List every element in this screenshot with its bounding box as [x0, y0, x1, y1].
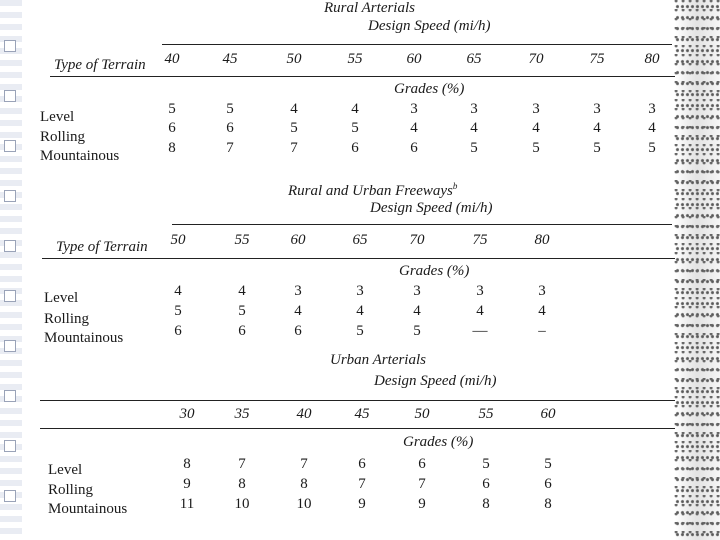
design-speed-header: 45 — [222, 51, 238, 67]
terrain-label-mountainous: Mountainous — [44, 330, 124, 346]
bullet-marker — [4, 190, 16, 202]
grade-cell: 5 — [356, 323, 364, 339]
grade-cell: 8 — [300, 476, 308, 492]
grade-cell: 4 — [290, 101, 298, 117]
section-subtitle: Design Speed (mi/h) — [370, 200, 493, 216]
grade-cell: – — [538, 323, 546, 339]
bullet-marker — [4, 90, 16, 102]
design-speed-header: 55 — [347, 51, 363, 67]
grade-cell: 8 — [482, 496, 490, 512]
design-speed-header: 40 — [296, 406, 312, 422]
section-title: Rural Arterials — [324, 0, 415, 16]
design-speed-header: 70 — [528, 51, 544, 67]
design-speed-header: 65 — [466, 51, 482, 67]
grade-cell: 5 — [351, 120, 359, 136]
terrain-header: Type of Terrain — [54, 57, 146, 73]
grade-cell: 6 — [294, 323, 302, 339]
grade-cell: 4 — [410, 120, 418, 136]
design-speed-header: 60 — [406, 51, 422, 67]
grade-cell: 10 — [234, 496, 250, 512]
grade-cell: 3 — [294, 283, 302, 299]
grade-cell: 3 — [410, 101, 418, 117]
grade-cell: 5 — [593, 140, 601, 156]
grade-cell: 3 — [538, 283, 546, 299]
design-speed-header: 60 — [290, 232, 306, 248]
design-speed-header: 50 — [286, 51, 302, 67]
bullet-marker — [4, 290, 16, 302]
grade-cell: 8 — [544, 496, 552, 512]
design-speed-header: 35 — [234, 406, 250, 422]
design-speed-header: 75 — [472, 232, 488, 248]
grade-cell: 4 — [294, 303, 302, 319]
scan-edge-noise — [674, 0, 720, 540]
grade-cell: 9 — [358, 496, 366, 512]
design-speed-header: 70 — [409, 232, 425, 248]
grade-cell: 9 — [183, 476, 191, 492]
grade-cell: 8 — [183, 456, 191, 472]
grade-cell: — — [472, 323, 488, 339]
grade-cell: 5 — [544, 456, 552, 472]
design-speed-header: 55 — [478, 406, 494, 422]
grade-cell: 5 — [290, 120, 298, 136]
grade-cell: 5 — [168, 101, 176, 117]
grade-cell: 3 — [532, 101, 540, 117]
grades-header: Grades (%) — [394, 81, 465, 97]
slide-bullet-strip — [0, 0, 22, 540]
grade-cell: 5 — [648, 140, 656, 156]
grade-cell: 5 — [413, 323, 421, 339]
grade-cell: 7 — [358, 476, 366, 492]
grade-cell: 6 — [238, 323, 246, 339]
grade-cell: 4 — [238, 283, 246, 299]
grades-header: Grades (%) — [403, 434, 474, 450]
terrain-label-mountainous: Mountainous — [48, 501, 128, 517]
grade-cell: 4 — [593, 120, 601, 136]
grade-cell: 7 — [290, 140, 298, 156]
bullet-marker — [4, 440, 16, 452]
design-speed-header: 45 — [354, 406, 370, 422]
grade-cell: 10 — [296, 496, 312, 512]
table-rule — [40, 400, 675, 401]
terrain-label-rolling: Rolling — [40, 129, 86, 145]
grade-cell: 7 — [238, 456, 246, 472]
section-subtitle: Design Speed (mi/h) — [368, 18, 491, 34]
grade-cell: 8 — [168, 140, 176, 156]
footnote-marker: b — [452, 181, 458, 191]
grade-cell: 4 — [174, 283, 182, 299]
grade-cell: 4 — [476, 303, 484, 319]
grade-cell: 5 — [238, 303, 246, 319]
terrain-label-level: Level — [44, 290, 79, 306]
grade-cell: 6 — [418, 456, 426, 472]
grade-cell: 5 — [174, 303, 182, 319]
grade-cell: 9 — [418, 496, 426, 512]
grade-cell: 6 — [410, 140, 418, 156]
table-rule — [50, 76, 675, 77]
grade-cell: 6 — [544, 476, 552, 492]
section-title-text: Rural and Urban Freeways — [288, 183, 453, 199]
grade-cell: 4 — [356, 303, 364, 319]
bullet-marker — [4, 240, 16, 252]
design-speed-header: 30 — [179, 406, 195, 422]
section-title — [288, 178, 457, 199]
table-rule — [42, 258, 675, 259]
terrain-label-level: Level — [40, 109, 75, 125]
table-rule — [172, 224, 672, 225]
table-rule — [162, 44, 672, 45]
grade-cell: 3 — [470, 101, 478, 117]
grade-cell: 6 — [358, 456, 366, 472]
grade-cell: 5 — [532, 140, 540, 156]
design-speed-header: 55 — [234, 232, 250, 248]
grade-cell: 3 — [593, 101, 601, 117]
design-speed-header: 60 — [540, 406, 556, 422]
grade-cell: 4 — [470, 120, 478, 136]
design-speed-header: 75 — [589, 51, 605, 67]
grade-cell: 7 — [418, 476, 426, 492]
design-speed-header: 80 — [644, 51, 660, 67]
grade-cell: 3 — [356, 283, 364, 299]
grade-cell: 4 — [413, 303, 421, 319]
design-speed-header: 50 — [170, 232, 186, 248]
grade-cell: 5 — [470, 140, 478, 156]
scanned-table-page — [22, 0, 674, 540]
grade-cell: 4 — [351, 101, 359, 117]
grade-cell: 3 — [648, 101, 656, 117]
grade-cell: 4 — [538, 303, 546, 319]
bullet-marker — [4, 390, 16, 402]
grade-cell: 11 — [179, 496, 195, 512]
grade-cell: 7 — [226, 140, 234, 156]
grade-cell: 6 — [226, 120, 234, 136]
section-subtitle: Design Speed (mi/h) — [374, 373, 497, 389]
terrain-label-mountainous: Mountainous — [40, 148, 120, 164]
bullet-marker — [4, 340, 16, 352]
grade-cell: 3 — [476, 283, 484, 299]
terrain-header: Type of Terrain — [56, 239, 148, 255]
grade-cell: 5 — [226, 101, 234, 117]
grade-cell: 6 — [482, 476, 490, 492]
table-rule — [40, 428, 675, 429]
bullet-marker — [4, 490, 16, 502]
grades-header: Grades (%) — [399, 263, 470, 279]
design-speed-header: 65 — [352, 232, 368, 248]
terrain-label-level: Level — [48, 462, 83, 478]
terrain-label-rolling: Rolling — [44, 311, 90, 327]
grade-cell: 3 — [413, 283, 421, 299]
grade-cell: 7 — [300, 456, 308, 472]
design-speed-header: 80 — [534, 232, 550, 248]
section-title: Urban Arterials — [330, 352, 426, 368]
grade-cell: 6 — [174, 323, 182, 339]
design-speed-header: 40 — [164, 51, 180, 67]
grade-cell: 4 — [532, 120, 540, 136]
design-speed-header: 50 — [414, 406, 430, 422]
grade-cell: 8 — [238, 476, 246, 492]
bullet-marker — [4, 40, 16, 52]
grade-cell: 6 — [351, 140, 359, 156]
terrain-label-rolling: Rolling — [48, 482, 94, 498]
grade-cell: 4 — [648, 120, 656, 136]
grade-cell: 6 — [168, 120, 176, 136]
bullet-marker — [4, 140, 16, 152]
grade-cell: 5 — [482, 456, 490, 472]
